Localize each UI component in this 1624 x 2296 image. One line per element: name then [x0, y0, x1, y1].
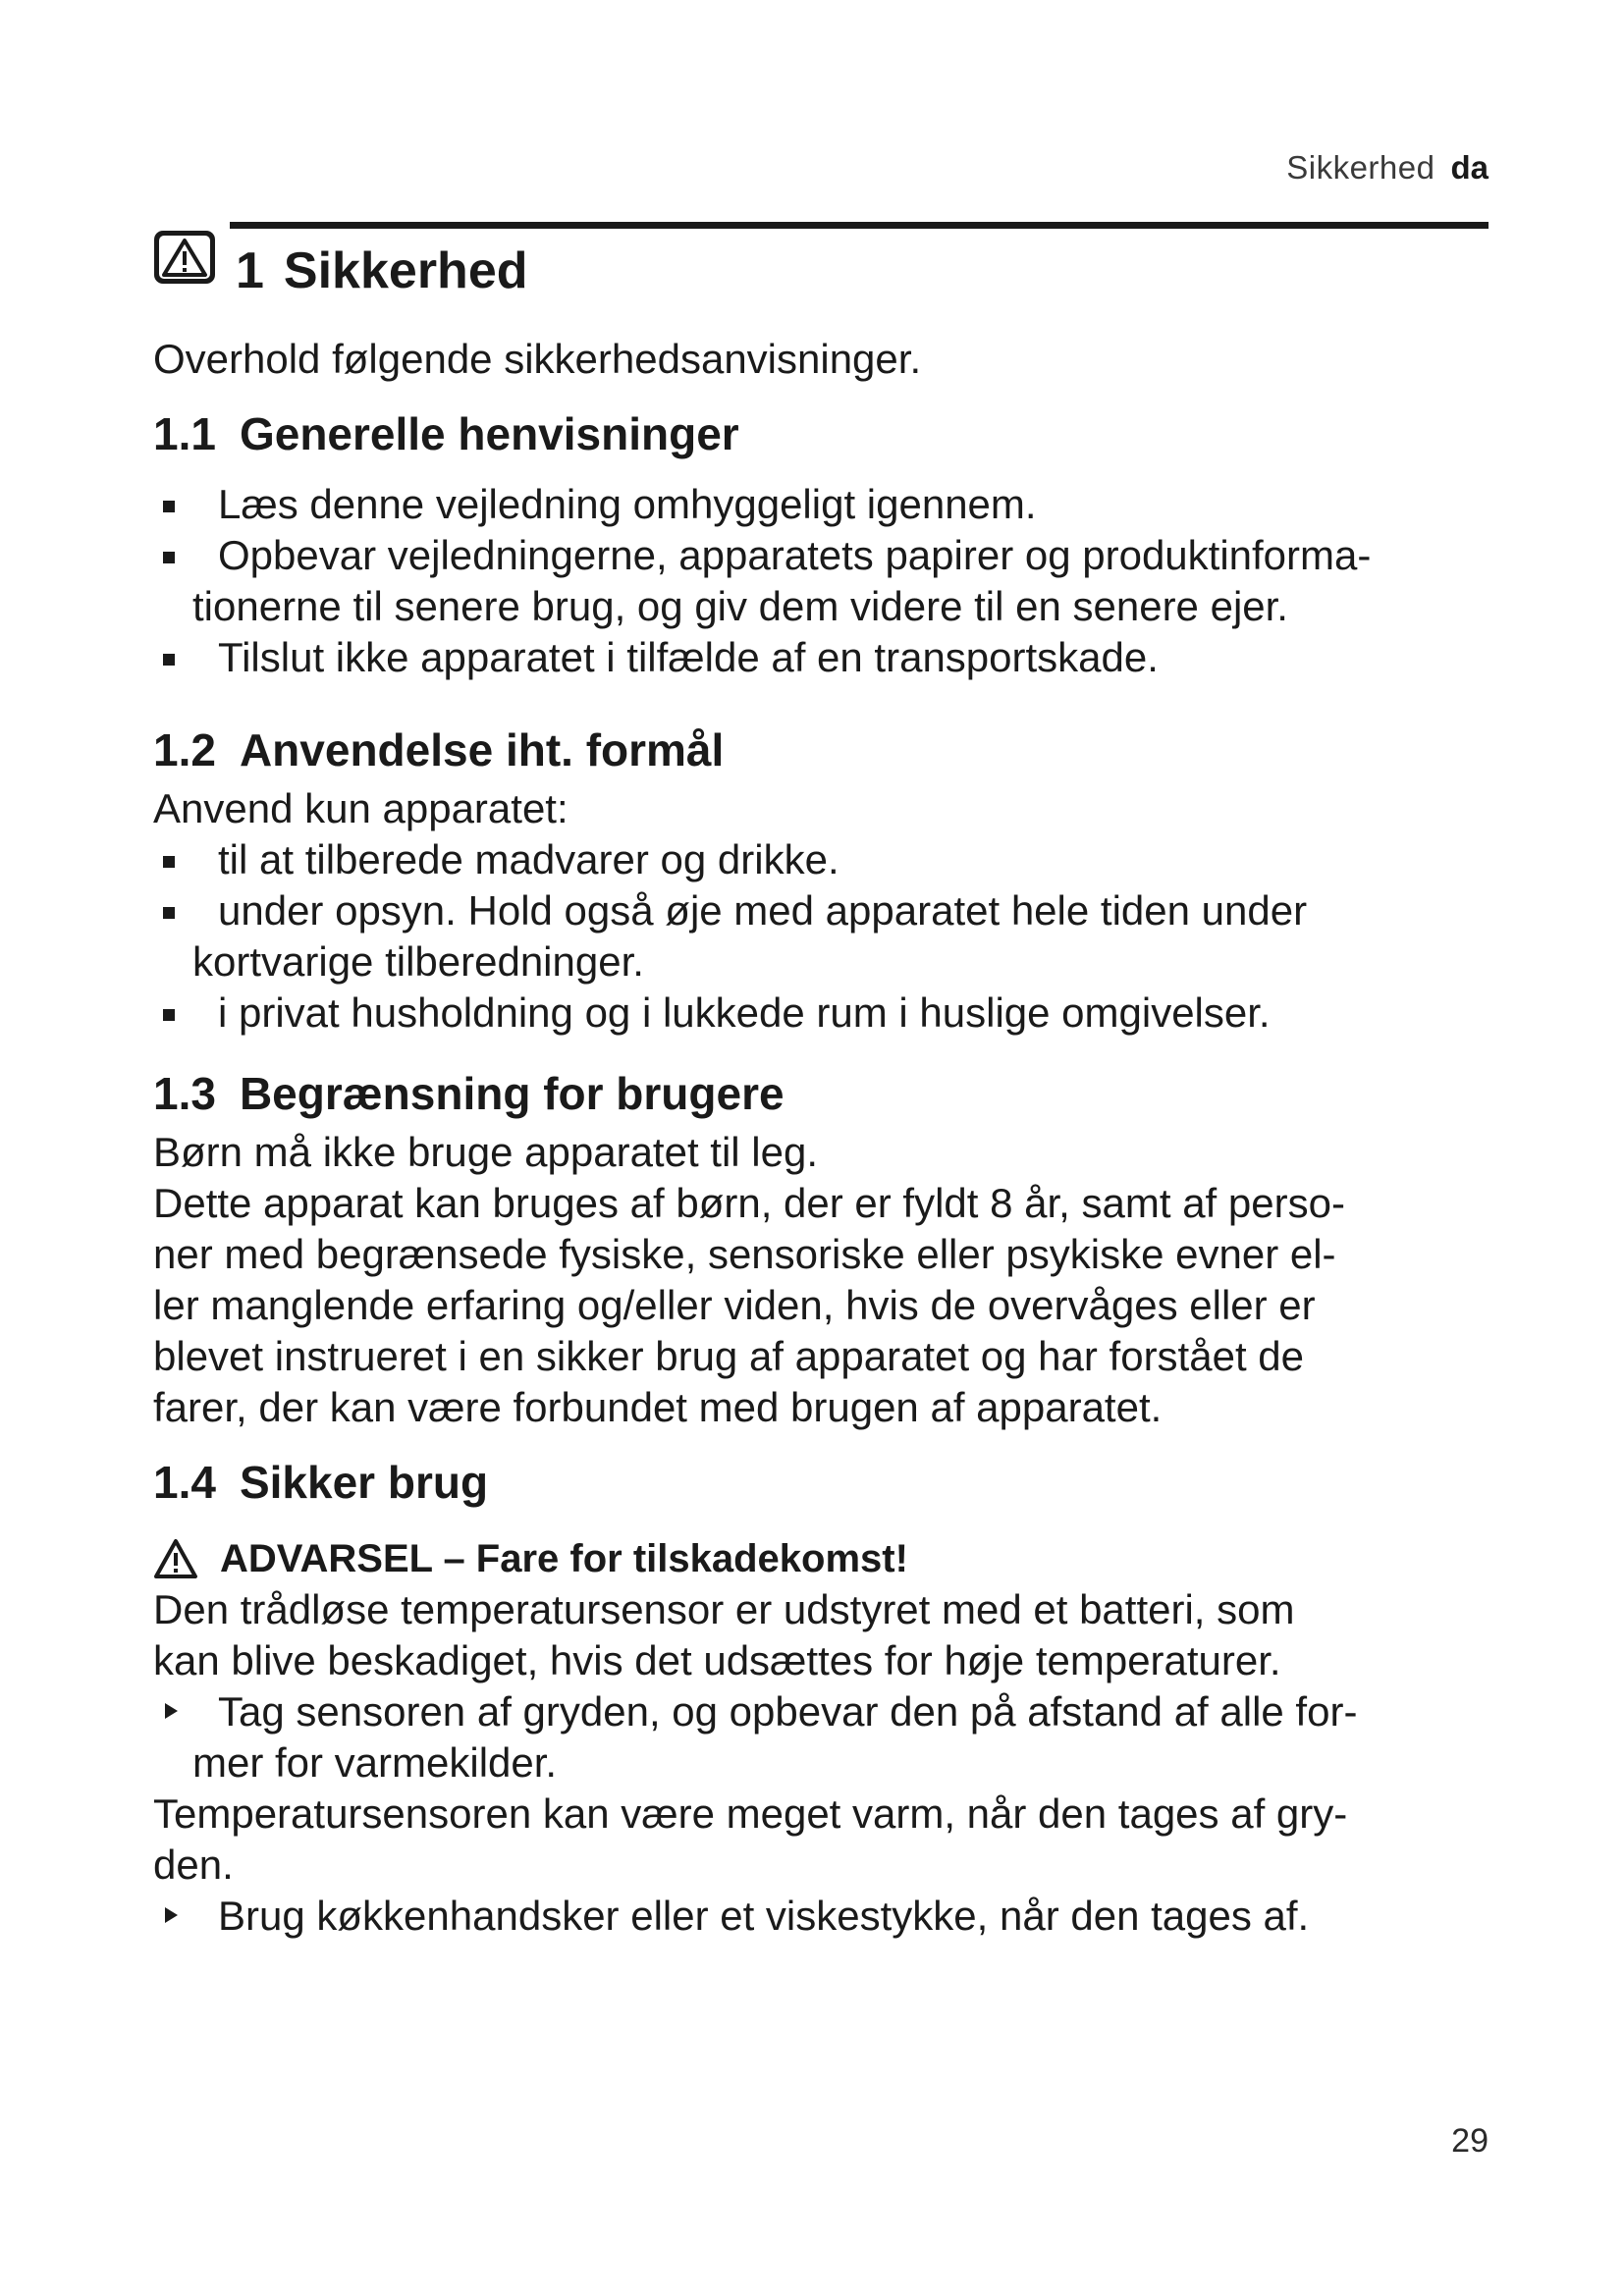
body-line: Dette apparat kan bruges af børn, der er fyldt 8 år, samt af perso-: [153, 1180, 1345, 1226]
body-line: ler manglende erfaring og/eller viden, hvis de overvåges eller er: [153, 1282, 1316, 1328]
body-line: Temperatursensoren kan være meget varm, når den tages af gry-: [153, 1790, 1348, 1837]
section-number: 1.3: [153, 1068, 216, 1119]
list-item-text: Tilslut ikke apparatet i tilfælde af en transportskade.: [218, 634, 1159, 680]
section-title: Generelle henvisninger: [239, 408, 739, 459]
list-item: [153, 834, 1492, 885]
chapter-title-text: Sikkerhed: [283, 242, 528, 299]
warning-title: ADVARSEL – Fare for tilskadekomst!: [220, 1537, 908, 1580]
warning-body-2: [153, 1789, 1492, 1891]
section-number: 1.2: [153, 724, 216, 775]
instruction-text: Tag sensoren af gryden, og opbevar den på afstand af alle for-: [218, 1688, 1358, 1735]
list-item-text: til at tilberede madvarer og drikke.: [218, 836, 839, 882]
header-language-code: da: [1450, 149, 1489, 186]
instruction-list-2: [153, 1891, 1492, 1942]
section-heading-1-1: [153, 406, 1492, 461]
section-number: 1.4: [153, 1457, 216, 1508]
list-item-text-continued: kortvarige tilberedninger.: [192, 938, 644, 985]
header-section-name: Sikkerhed: [1286, 149, 1435, 186]
section-heading-1-2: [153, 722, 1492, 777]
section-title: Begrænsning for brugere: [239, 1068, 785, 1119]
list-item-text: Opbevar vejledningerne, apparatets papirer og produktinforma-: [218, 532, 1372, 578]
page-number: 29: [1451, 2122, 1489, 2160]
chapter-intro: Overhold følgende sikkerhedsanvisninger.: [153, 336, 922, 382]
section-title: Sikker brug: [239, 1457, 489, 1508]
list-item: [153, 885, 1492, 988]
section-body-1-3: [153, 1127, 1492, 1433]
list-item-text: Læs denne vejledning omhyggeligt igennem.: [218, 481, 1037, 527]
instruction-step: [153, 1686, 1492, 1789]
chapter-rule: [230, 222, 1489, 229]
instruction-text-continued: mer for varmekilder.: [192, 1739, 558, 1786]
body-line: farer, der kan være forbundet med brugen af apparatet.: [153, 1384, 1163, 1430]
section-intro: Anvend kun apparatet:: [153, 785, 568, 831]
running-header: [1286, 149, 1489, 187]
bullet-list-1-1: [153, 479, 1492, 683]
body-line: Børn må ikke bruge apparatet til leg.: [153, 1129, 819, 1175]
instruction-list: [153, 1686, 1492, 1789]
warning-heading: [153, 1533, 1492, 1584]
chapter-title: [236, 241, 528, 300]
body-line: kan blive beskadiget, hvis det udsættes for høje temperaturer.: [153, 1637, 1281, 1683]
list-item: [153, 530, 1492, 632]
list-item: [153, 479, 1492, 530]
section-title: Anvendelse iht. formål: [239, 724, 725, 775]
body-line: Den trådløse temperatursensor er udstyret med et batteri, som: [153, 1586, 1295, 1632]
list-item-text: i privat husholdning og i lukkede rum i huslige omgivelser.: [218, 989, 1271, 1036]
list-item-text-continued: tionerne til senere brug, og giv dem videre til en senere ejer.: [192, 583, 1288, 629]
list-item: [153, 632, 1492, 683]
body-line: blevet instrueret i en sikker brug af apparatet og har forstået de: [153, 1333, 1305, 1379]
instruction-text: Brug køkkenhandsker eller et viskestykke, når den tages af.: [218, 1893, 1310, 1939]
page-content: [153, 334, 1492, 1942]
warning-body: [153, 1584, 1492, 1686]
chapter-number: 1: [236, 242, 264, 299]
bullet-list-1-2: [153, 834, 1492, 1039]
warning-triangle-icon: [153, 1538, 198, 1579]
section-heading-1-4: [153, 1455, 1492, 1510]
instruction-step: [153, 1891, 1492, 1942]
body-line: ner med begrænsede fysiske, sensoriske eller psykiske evner el-: [153, 1231, 1336, 1277]
section-number: 1.1: [153, 408, 216, 459]
body-line: den.: [153, 1842, 234, 1888]
section-heading-1-3: [153, 1066, 1492, 1121]
list-item-text: under opsyn. Hold også øje med apparatet hele tiden under: [218, 887, 1308, 934]
warning-triangle-icon: [153, 230, 216, 285]
list-item: [153, 988, 1492, 1039]
